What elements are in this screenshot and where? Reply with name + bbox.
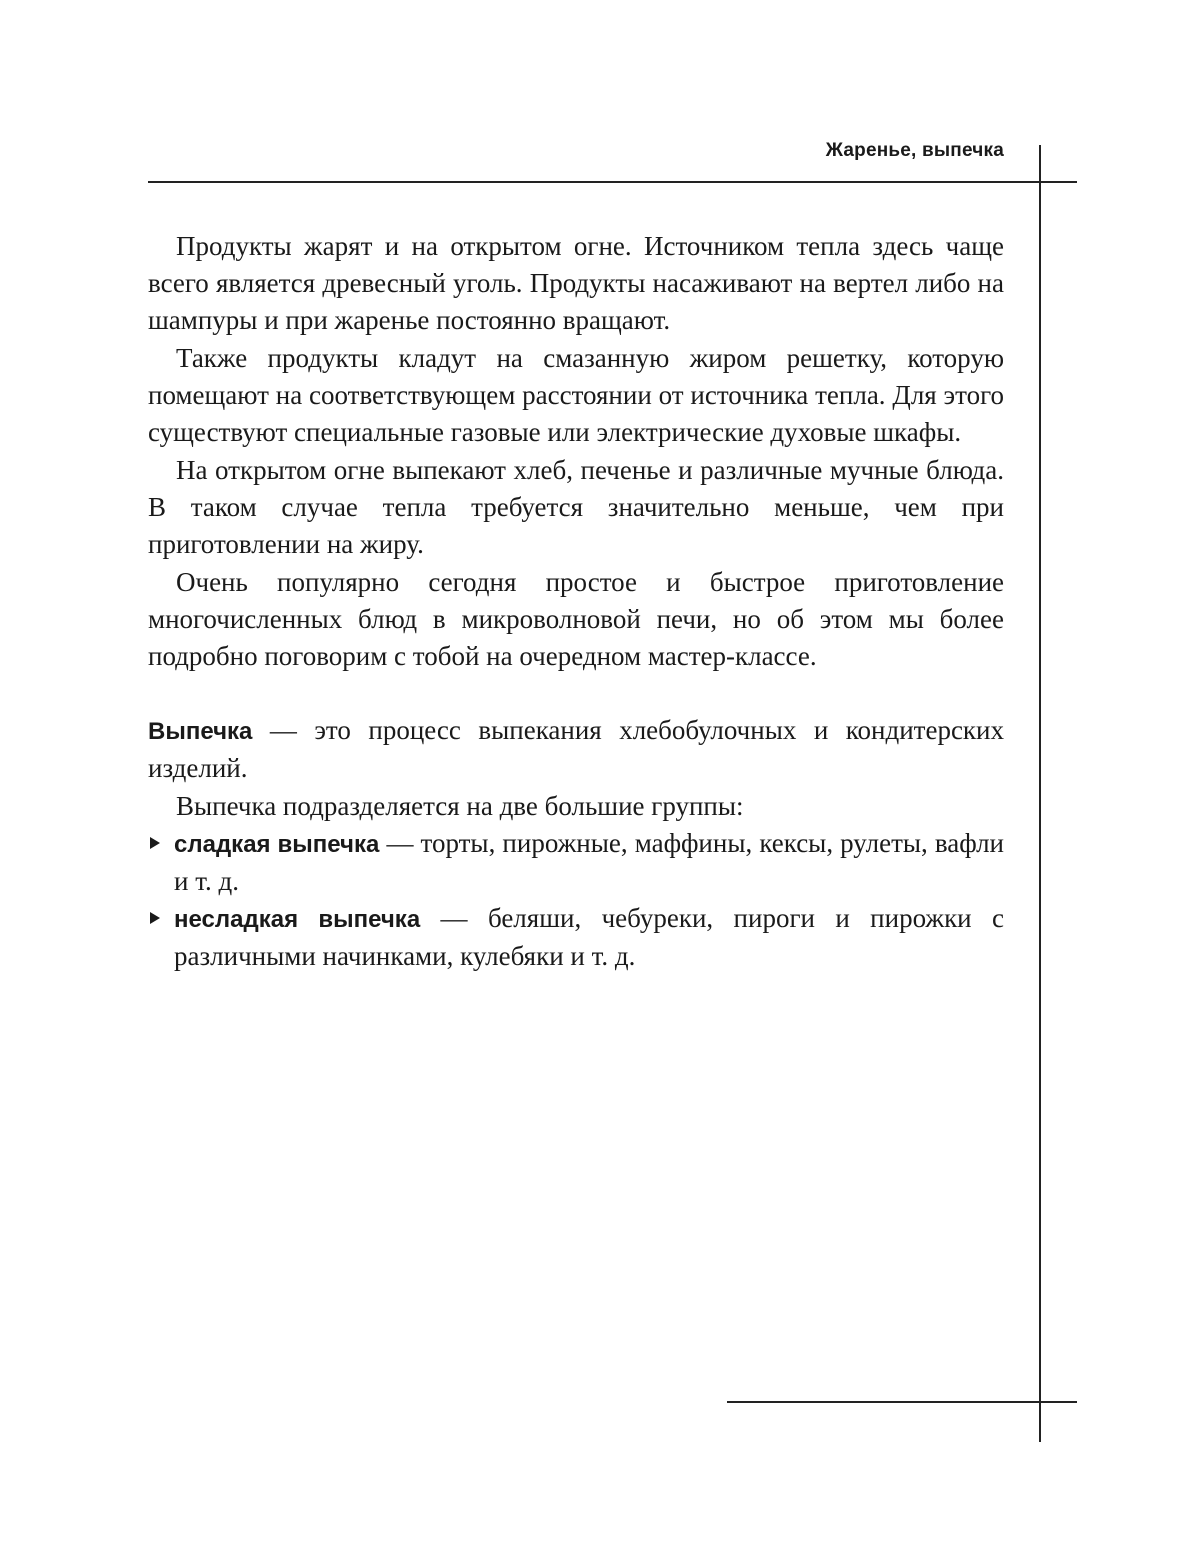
triangle-bullet-icon — [150, 837, 160, 849]
triangle-bullet-icon — [150, 912, 160, 924]
definition-text: — это процесс выпекания хлебобулочных и кондитерских изделий. — [148, 715, 1004, 783]
footer-rule — [727, 1401, 1077, 1403]
definition-term: Выпечка — [148, 718, 253, 745]
group-term: несладкая выпечка — [174, 906, 421, 933]
group-text: — беляши, чебуреки, пироги и пирожки с различными начинками, кулебяки и т. д. — [174, 903, 1005, 971]
running-head: Жаренье, выпечка — [825, 140, 1004, 161]
paragraph: Также продукты кладут на смазанную жиром решетку, которую помещают на соответствующем расстоянии от источника тепла. Для этого существуют специальные газовые или электрические духовые шкафы. — [148, 343, 1004, 447]
definition-paragraph — [148, 712, 1004, 787]
list-item — [148, 900, 1004, 975]
paragraph: Очень популярно сегодня простое и быстрое приготовление многочисленных блюд в микроволновой печи, но об этом мы более подробно поговорим с тобой на очередном мастер-классе. — [148, 567, 1004, 671]
groups-list — [148, 825, 1004, 975]
page-body — [148, 228, 1004, 975]
list-item — [148, 825, 1004, 900]
paragraph: Продукты жарят и на открытом огне. Источником тепла здесь чаще всего является древесный уголь. Продукты насаживают на вертел либо на шампуры и при жаренье постоянно вращают. — [148, 231, 1004, 335]
groups-intro: Выпечка подразделяется на две большие группы: — [176, 791, 744, 821]
header-rule — [148, 181, 1077, 183]
group-term: сладкая выпечка — [174, 831, 380, 858]
paragraph: На открытом огне выпекают хлеб, печенье и различные мучные блюда. В таком случае тепла требуется значительно меньше, чем при приготовлении на жиру. — [148, 455, 1004, 559]
group-text: — торты, пирожные, маффины, кексы, рулеты, вафли и т. д. — [174, 828, 1004, 896]
vertical-margin-rule — [1039, 145, 1041, 1442]
